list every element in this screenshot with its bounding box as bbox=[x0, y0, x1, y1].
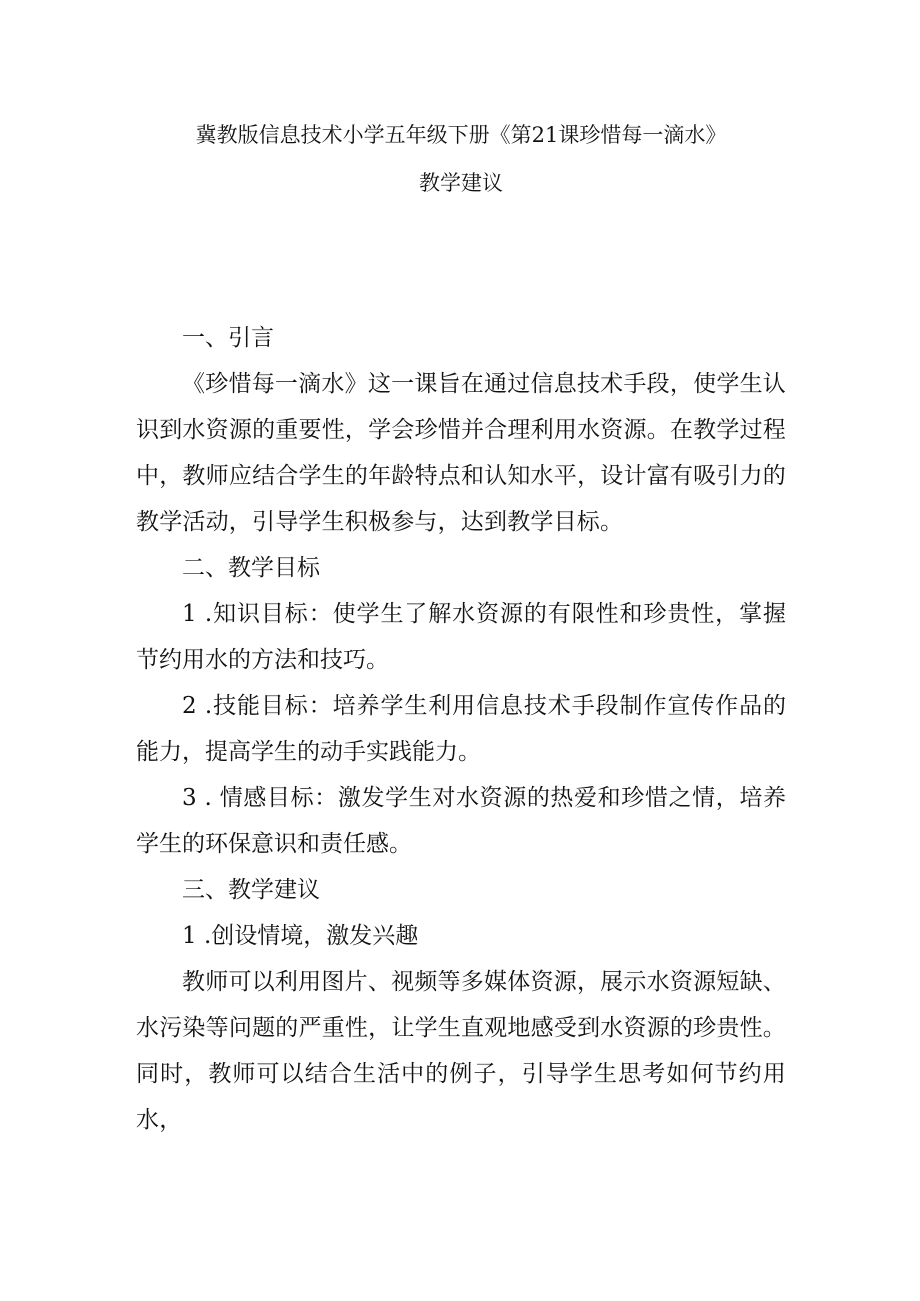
goal-item-skill: 2 .技能目标：培养学生利用信息技术手段制作宣传作品的能力，提高学生的动手实践能力。 bbox=[136, 693, 786, 765]
document-subtitle: 教学建议 bbox=[419, 171, 503, 195]
section-heading-suggestions: 三、教学建议 bbox=[182, 877, 320, 903]
goal-item-emotion: 3 . 情感目标：激发学生对水资源的热爱和珍惜之情，培养学生的环保意识和责任感。 bbox=[136, 785, 786, 857]
document-body bbox=[136, 315, 786, 1143]
section-heading-goals: 二、教学目标 bbox=[182, 555, 320, 581]
section-heading-intro: 一、引言 bbox=[182, 325, 274, 351]
goal-item-knowledge: 1 .知识目标：使学生了解水资源的有限性和珍贵性，掌握节约用水的方法和技巧。 bbox=[136, 601, 786, 673]
suggestion-subheading-1: 1 .创设情境，激发兴趣 bbox=[182, 923, 419, 949]
intro-paragraph: 《珍惜每一滴水》这一课旨在通过信息技术手段，使学生认识到水资源的重要性，学会珍惜并合理利用水资源。在教学过程中，教师应结合学生的年龄特点和认知水平，设计富有吸引力的教学活动，引导学生积极参与，达到教学目标。 bbox=[136, 371, 786, 535]
document-title: 冀教版信息技术小学五年级下册《第21课珍惜每一滴水》 bbox=[195, 123, 727, 147]
suggestion-paragraph-1: 教师可以利用图片、视频等多媒体资源，展示水资源短缺、水污染等问题的严重性，让学生直观地感受到水资源的珍贵性。同时，教师可以结合生活中的例子，引导学生思考如何节约用水， bbox=[136, 969, 786, 1133]
